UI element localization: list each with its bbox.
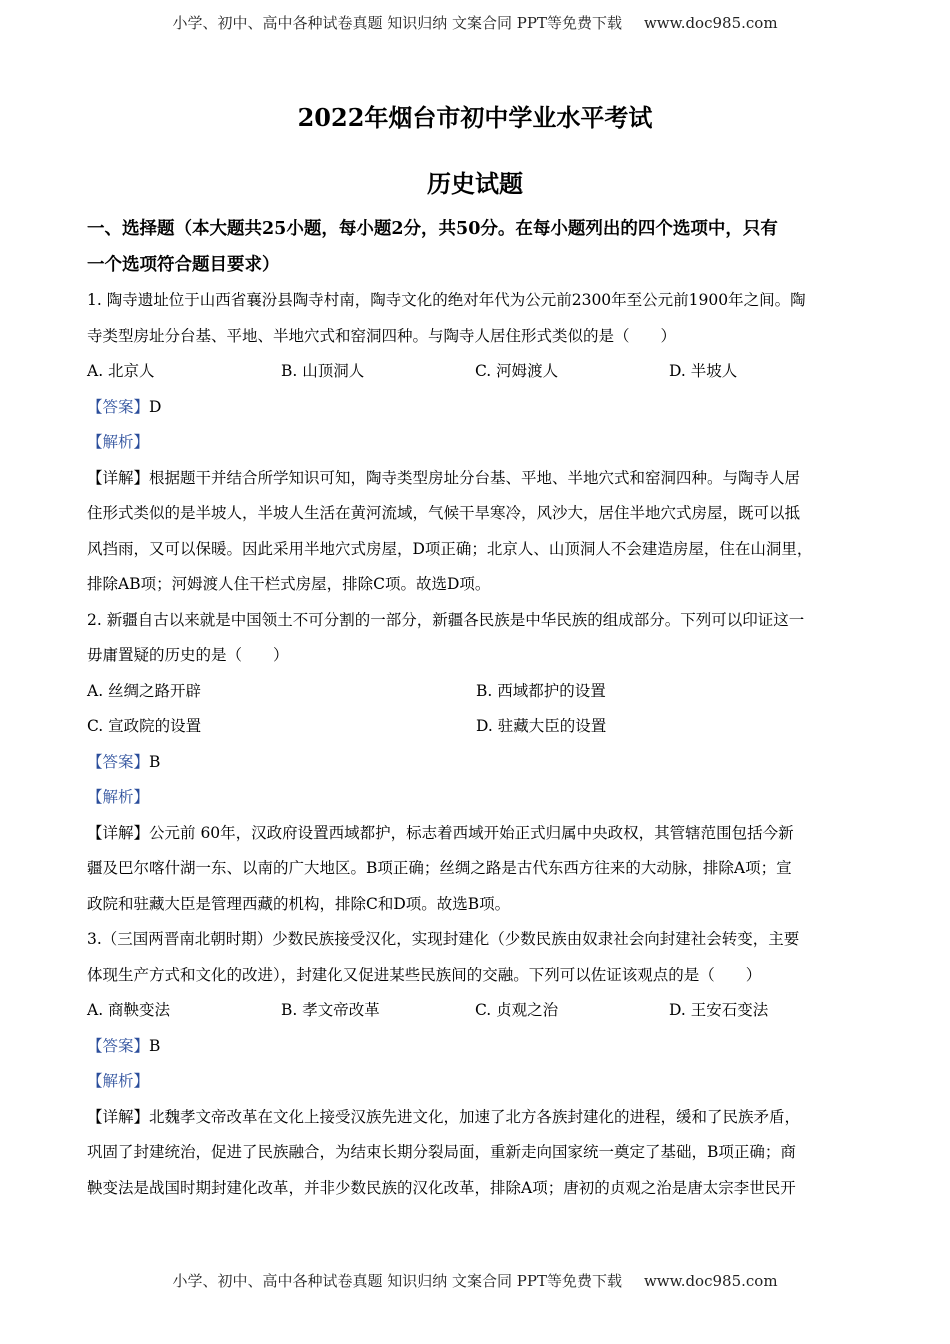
option-b: B. 山顶洞人	[281, 362, 365, 380]
option-a: A. 北京人	[87, 362, 155, 380]
question-2-analysis	[87, 780, 865, 816]
option-c: C. 宣政院的设置	[87, 717, 202, 735]
answer-value: B	[149, 752, 161, 771]
answer-value: D	[149, 397, 162, 416]
exam-content	[87, 212, 865, 1206]
question-3-answer	[87, 1029, 865, 1065]
header-url[interactable]: www.doc985.com	[643, 14, 778, 32]
option-b: B. 孝文帝改革	[281, 1001, 380, 1019]
exam-subtitle: 历史试题	[427, 169, 523, 198]
question-1-stem-line1: 1. 陶寺遗址位于山西省襄汾县陶寺村南，陶寺文化的绝对年代为公元前2300年至公元前1900年之间。陶	[87, 291, 806, 309]
question-3-stem-line2: 体现生产方式和文化的改进），封建化又促进某些民族间的交融。下列可以佐证该观点的是（ ）	[87, 965, 762, 984]
question-1-detail-line3: 风挡雨，又可以保暖。因此采用半地穴式房屋，D项正确；北京人、山顶洞人不会建造房屋，住在山洞里，	[87, 539, 813, 558]
question-2-options-row1	[87, 674, 865, 710]
detail-text: 根据题干并结合所学知识可知，陶寺类型房址分台基、平地、半地穴式和窑洞四种。与陶寺人居	[149, 468, 801, 487]
question-1-options	[87, 354, 865, 390]
option-a: A. 丝绸之路开辟	[87, 681, 202, 700]
exam-title: 2022年烟台市初中学业水平考试	[297, 103, 653, 132]
question-1-detail-line4: 排除AB项；河姆渡人住干栏式房屋，排除C项。故选D项。	[87, 575, 491, 593]
header-ad-text: 小学、初中、高中各种试卷真题 知识归纳 文案合同 PPT等免费下载	[172, 14, 622, 32]
option-c: C. 河姆渡人	[475, 362, 559, 380]
option-a: A. 商鞅变法	[87, 1001, 171, 1019]
question-1-detail-line2: 住形式类似的是半坡人，半坡人生活在黄河流域，气候干旱寒冷，风沙大，居住半地穴式房屋，既可以抵	[87, 504, 801, 522]
detail-label: 【详解】	[87, 468, 150, 487]
option-d: D. 驻藏大臣的设置	[476, 717, 607, 735]
question-1-analysis	[87, 425, 865, 461]
page-footer	[0, 1270, 950, 1291]
question-3-detail-line2: 巩固了封建统治，促进了民族融合，为结束长期分裂局面，重新走向国家统一奠定了基础，B项正确；商	[87, 1143, 796, 1161]
question-2-answer	[87, 745, 865, 781]
analysis-label: 【解析】	[87, 433, 150, 451]
question-1-stem-line2: 寺类型房址分台基、平地、半地穴式和窑洞四种。与陶寺人居住形式类似的是（ ）	[87, 326, 677, 345]
question-2-detail-line1	[87, 816, 865, 852]
question-3-options	[87, 993, 865, 1029]
option-c: C. 贞观之治	[475, 1001, 559, 1019]
detail-text: 北魏孝文帝改革在文化上接受汉族先进文化，加速了北方各族封建化的进程，缓和了民族矛盾，	[149, 1107, 801, 1126]
answer-label: 【答案】	[87, 752, 150, 771]
detail-text: 公元前 60年，汉政府设置西域都护，标志着西域开始正式归属中央政权，其管辖范围包括今新	[149, 823, 794, 842]
detail-label: 【详解】	[87, 1107, 150, 1126]
option-d: D. 王安石变法	[669, 1001, 769, 1019]
question-3-detail-line1	[87, 1100, 865, 1136]
option-d: D. 半坡人	[669, 362, 738, 380]
question-3-detail-line3: 鞅变法是战国时期封建化改革，并非少数民族的汉化改革，排除A项；唐初的贞观之治是唐太宗李世民开	[87, 1178, 796, 1197]
section-heading-line2: 一个选项符合题目要求）	[87, 254, 280, 275]
question-2-options-row2	[87, 709, 865, 745]
question-3-analysis	[87, 1064, 865, 1100]
question-3-stem-line1: 3.（三国两晋南北朝时期）少数民族接受汉化，实现封建化（少数民族由奴隶社会向封建社会转变，主要	[87, 930, 800, 948]
question-2-stem-line2: 毋庸置疑的历史的是（ ）	[87, 646, 289, 664]
option-b: B. 西域都护的设置	[476, 681, 606, 700]
detail-label: 【详解】	[87, 823, 150, 842]
question-2-detail-line3: 政院和驻藏大臣是管理西藏的机构，排除C和D项。故选B项。	[87, 894, 511, 913]
section-heading-line1: 一、选择题（本大题共25小题，每小题2分，共50分。在每小题列出的四个选项中，只有	[87, 219, 778, 239]
footer-url[interactable]: www.doc985.com	[643, 1272, 778, 1290]
answer-value: B	[149, 1036, 161, 1055]
analysis-label: 【解析】	[87, 788, 150, 806]
page-header	[0, 12, 950, 33]
answer-label: 【答案】	[87, 397, 150, 416]
answer-label: 【答案】	[87, 1036, 150, 1055]
question-2-detail-line2: 疆及巴尔喀什湖一东、以南的广大地区。B项正确；丝绸之路是古代东西方往来的大动脉，排除A项；宣	[87, 859, 792, 877]
question-1-detail-line1	[87, 461, 865, 497]
footer-ad-text: 小学、初中、高中各种试卷真题 知识归纳 文案合同 PPT等免费下载	[172, 1272, 622, 1290]
analysis-label: 【解析】	[87, 1072, 150, 1090]
question-2-stem-line1: 2. 新疆自古以来就是中国领土不可分割的一部分，新疆各民族是中华民族的组成部分。下列可以印证这一	[87, 610, 805, 629]
question-1-answer	[87, 390, 865, 426]
